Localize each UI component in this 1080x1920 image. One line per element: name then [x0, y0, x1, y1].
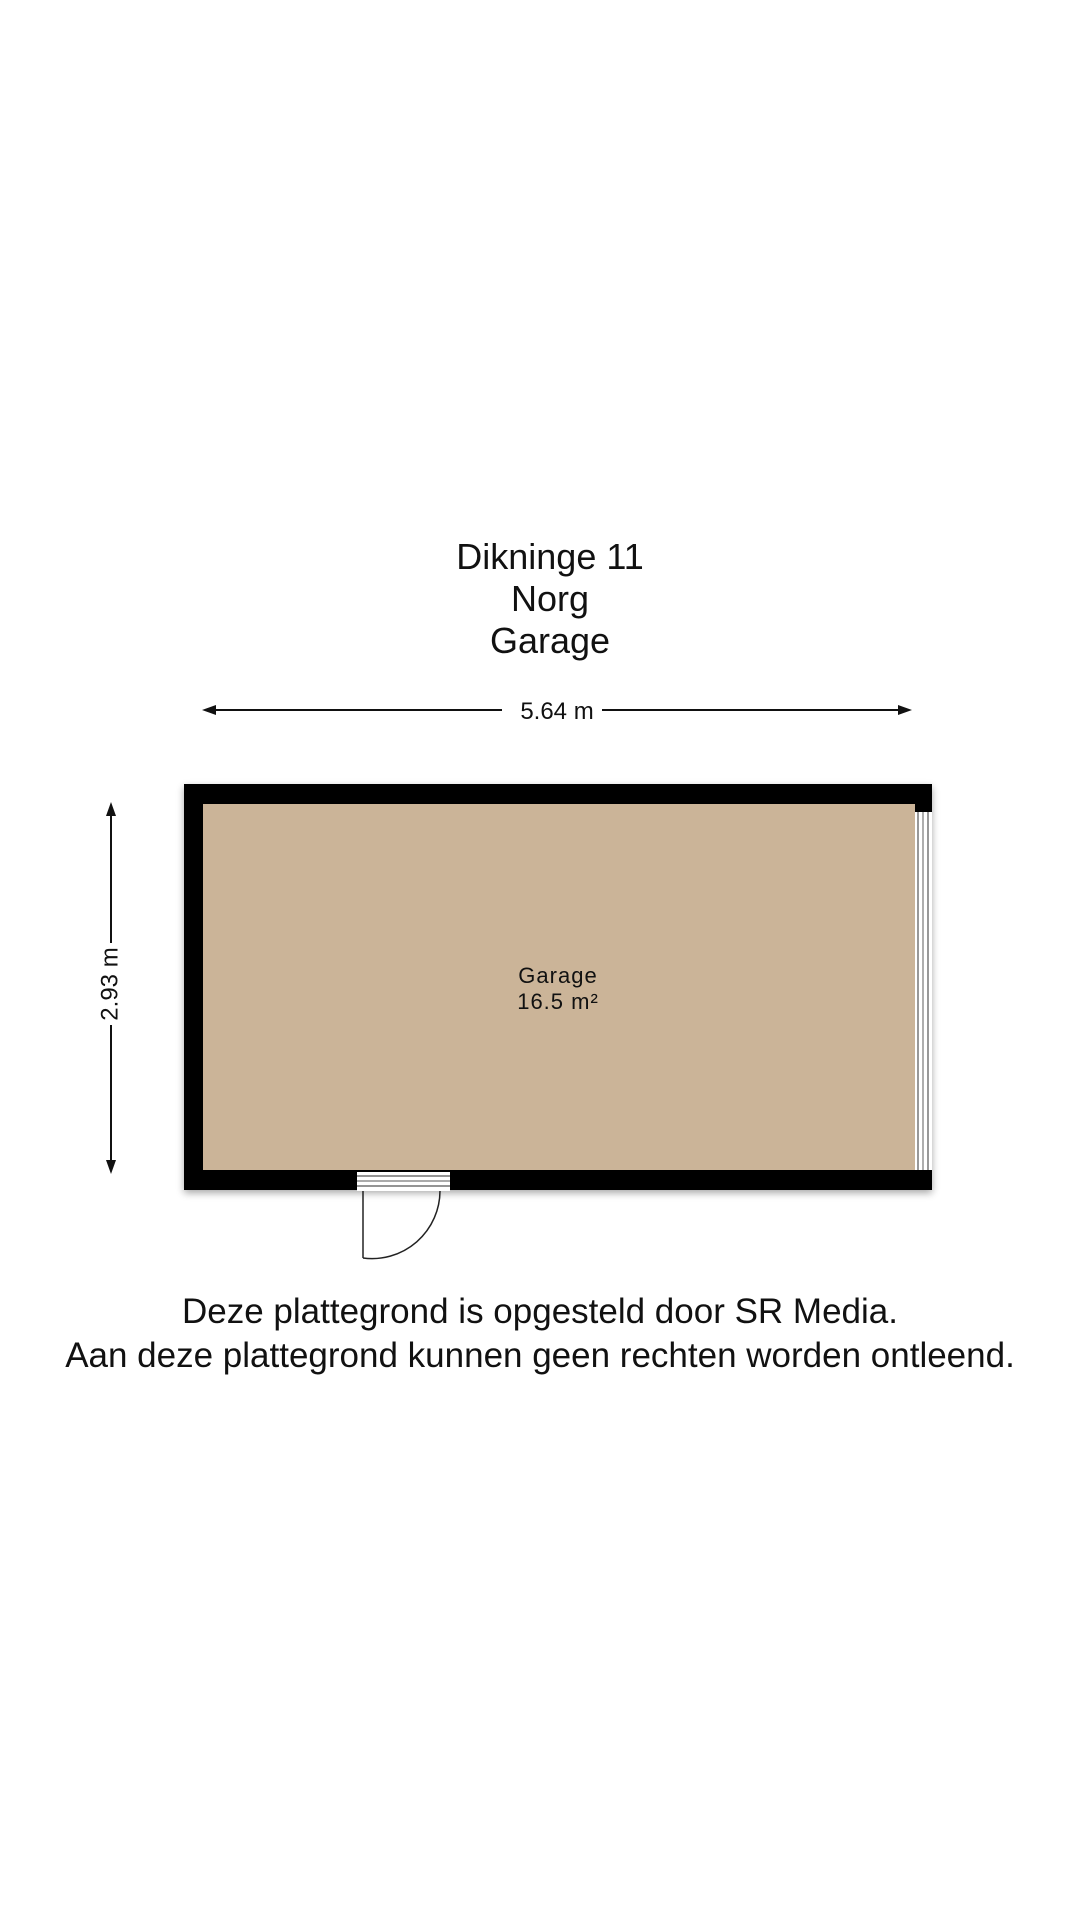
city-label: Norg [510, 578, 590, 619]
depth-dimension [96, 802, 123, 1174]
room-name-label: Garage [518, 963, 598, 988]
disclaimer-line-1: Deze plattegrond is opgesteld door SR Media. [182, 1292, 898, 1331]
floor-label: Garage [489, 620, 611, 661]
width-dimension [202, 698, 912, 725]
disclaimer [0, 1290, 1080, 1378]
room-area-label: 16.5 m² [517, 989, 599, 1014]
width-dimension-label: 5.64 m [520, 698, 594, 725]
right-window [915, 812, 932, 1170]
address-label: Dikninge 11 [456, 536, 644, 577]
disclaimer-line-2: Aan deze plattegrond kunnen geen rechten worden ontleend. [65, 1336, 1015, 1375]
depth-dimension-label: 2.93 m [96, 947, 124, 1021]
entrance-door [357, 1172, 450, 1259]
